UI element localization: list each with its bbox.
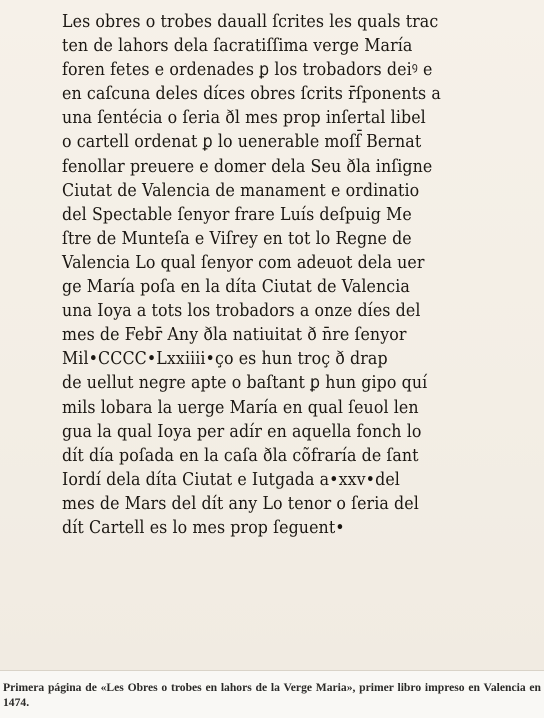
page-line: fenollar preuere e domer dela Seu ðla inſigne — [62, 156, 433, 177]
page-line: foren fetes e ordenades ꝑ los trobadors deiꝰ e — [62, 60, 433, 81]
page-line: mes de Febr̄ Any ðla natiuitat ð n̄re ſenyor — [62, 325, 407, 346]
page-line: Les obres o trobes dauall ſcrites les quals trac — [62, 12, 439, 32]
page-line: una ſentécia o ſeria ðl mes prop inſertal libel — [62, 108, 426, 129]
page-line: una Ioya a tots los trobadors a onze díes del — [62, 301, 421, 322]
page-line: Mil•CCCC•Lxxiiii•ço es hun troç ð drap — [62, 349, 388, 370]
page-text — [62, 10, 532, 540]
page-line: Valencia Lo qual ſenyor com adeuot dela uer — [62, 252, 425, 273]
page-line: dít día poſada en la caſa ðla cõfraría de ſant — [62, 445, 419, 466]
page-line: ge María poſa en la díta Ciutat de Valencia — [62, 277, 410, 298]
page-line: Iordí dela díta Ciutat e Iutgada a•xxv•del — [62, 469, 400, 490]
page-line: ten de lahors dela ſacratiſſima verge María — [62, 36, 413, 57]
page-line: de uellut negre apte o baſtant ꝑ hun gipo quí — [62, 373, 428, 394]
page-line: o cartell ordenat ꝑ lo uenerable moſſ̄ Bernat — [62, 132, 422, 153]
page-line: Ciutat de Valencia de manament e ordinatio — [62, 180, 420, 201]
page-line: gua la qual Ioya per adír en aquella fonch lo — [62, 421, 422, 442]
page-line: ſtre de Munteſa e Viſrey en tot lo Regne de — [62, 228, 412, 249]
page-line: del Spectable ſenyor frare Luís deſpuig Me — [62, 204, 412, 225]
page-line: mils lobara la uerge María en qual ſeuol len — [62, 397, 419, 418]
page-line: en caſcuna deles díꞇes obres ſcrits r̄ſponents a — [62, 84, 441, 105]
page-line: mes de Mars del dít any Lo tenor o ſeria del — [62, 493, 419, 514]
caption-divider — [0, 670, 544, 671]
caption: Primera página de «Les Obres o trobes en lahors de la Verge Maria», primer libro impreso en Valencia en 1474. — [3, 681, 541, 709]
page-line: dít Cartell es lo mes prop ſeguent• — [62, 517, 345, 538]
